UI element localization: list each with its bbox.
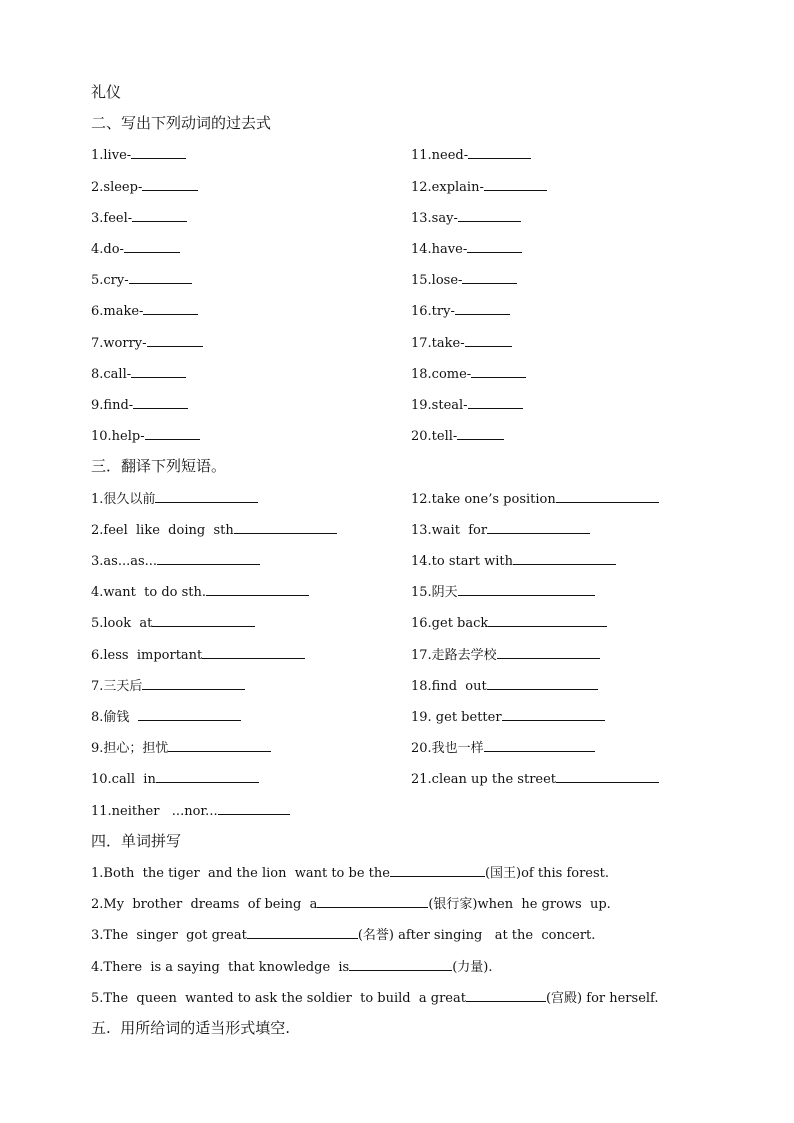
s2-item-3	[91, 208, 187, 228]
answer-blank[interactable]	[484, 738, 595, 752]
s4-item-5-text: 5.The queen wanted to ask the soldier to build a great	[91, 991, 466, 1006]
answer-blank[interactable]	[143, 301, 198, 315]
s3-item-6	[91, 645, 305, 665]
s3-item-1	[91, 489, 258, 509]
s2-item-18-label: 18.come-	[411, 367, 472, 382]
s4-item-5-tail: for herself.	[582, 991, 659, 1006]
s3-item-11	[91, 801, 290, 821]
answer-blank[interactable]	[156, 769, 259, 783]
s3-item-13	[411, 520, 590, 540]
s3-item-5-label: 5.look at	[91, 616, 153, 631]
s4-item-3-text: 3.The singer got great	[91, 928, 247, 943]
answer-blank[interactable]	[502, 707, 605, 721]
s3-item-1-label: 1.很久以前	[91, 492, 156, 507]
answer-blank[interactable]	[124, 239, 180, 253]
answer-blank[interactable]	[467, 239, 522, 253]
s3-item-20-label: 20.我也一样	[411, 741, 484, 756]
s3-item-17	[411, 645, 600, 665]
s3-item-10	[91, 769, 259, 789]
s3-item-21	[411, 769, 659, 789]
s3-item-5	[91, 613, 255, 633]
s3-item-11-label: 11.neither ...nor...	[91, 804, 218, 819]
s4-item-2-tail: when he grows up.	[477, 897, 611, 912]
s3-item-16	[411, 613, 607, 633]
s4-item-3-tail: after singing at the concert.	[393, 928, 596, 943]
answer-blank[interactable]	[138, 707, 241, 721]
s4-item-4-text: 4.There is a saying that knowledge is	[91, 960, 350, 975]
s3-item-8-label: 8.偷钱	[91, 710, 138, 725]
s3-item-2	[91, 520, 337, 540]
answer-blank[interactable]	[152, 613, 255, 627]
s3-item-19-label: 19. get better	[411, 710, 502, 725]
s2-item-20-label: 20.tell-	[411, 429, 458, 444]
s2-item-9	[91, 395, 188, 415]
answer-blank[interactable]	[142, 177, 198, 191]
answer-blank[interactable]	[142, 676, 245, 690]
answer-blank[interactable]	[468, 145, 531, 159]
s3-item-3	[91, 551, 260, 571]
answer-blank[interactable]	[488, 613, 607, 627]
s2-item-11-label: 11.need-	[411, 148, 469, 163]
s2-item-17-label: 17.take-	[411, 336, 465, 351]
answer-blank[interactable]	[247, 925, 358, 939]
s2-item-8	[91, 364, 186, 384]
answer-blank[interactable]	[145, 426, 200, 440]
answer-blank[interactable]	[131, 145, 186, 159]
s3-item-6-label: 6.less important	[91, 648, 203, 663]
s2-item-11	[411, 145, 531, 165]
s2-item-4	[91, 239, 180, 259]
answer-blank[interactable]	[131, 364, 186, 378]
s2-item-17	[411, 333, 512, 353]
answer-blank[interactable]	[455, 301, 510, 315]
s2-item-10	[91, 426, 200, 446]
s2-item-19	[411, 395, 523, 415]
s2-item-13	[411, 208, 521, 228]
s2-item-19-label: 19.steal-	[411, 398, 468, 413]
answer-blank[interactable]	[497, 645, 600, 659]
s3-item-15-label: 15.阴天	[411, 585, 458, 600]
s2-item-6	[91, 301, 198, 321]
answer-blank[interactable]	[147, 333, 203, 347]
answer-blank[interactable]	[202, 645, 305, 659]
answer-blank[interactable]	[168, 738, 271, 752]
s3-item-18-label: 18.find out	[411, 679, 487, 694]
s2-item-16-label: 16.try-	[411, 304, 455, 319]
answer-blank[interactable]	[349, 957, 452, 971]
s2-item-12	[411, 177, 547, 197]
answer-blank[interactable]	[487, 676, 598, 690]
section-4-heading: 四．单词拼写	[91, 832, 182, 850]
s2-item-15-label: 15.lose-	[411, 273, 463, 288]
answer-blank[interactable]	[317, 894, 428, 908]
s3-item-9	[91, 738, 271, 758]
s2-item-14	[411, 239, 522, 259]
s2-item-7	[91, 333, 203, 353]
s4-item-1	[91, 863, 609, 883]
s4-item-3-hint: (名誉)	[357, 928, 394, 943]
s2-item-18	[411, 364, 526, 384]
s4-item-1-text: 1.Both the tiger and the lion want to be the	[91, 866, 390, 881]
s2-item-10-label: 10.help-	[91, 429, 145, 444]
answer-blank[interactable]	[466, 988, 546, 1002]
answer-blank[interactable]	[556, 769, 659, 783]
s2-item-14-label: 14.have-	[411, 242, 468, 257]
s3-item-3-label: 3.as...as...	[91, 554, 158, 569]
answer-blank[interactable]	[206, 582, 309, 596]
section-3-heading: 三．翻译下列短语。	[91, 457, 227, 475]
section-2-heading: 二、写出下列动词的过去式	[91, 114, 272, 132]
answer-blank[interactable]	[487, 520, 590, 534]
s3-item-21-label: 21.clean up the street	[411, 772, 557, 787]
s2-item-1	[91, 145, 186, 165]
answer-blank[interactable]	[465, 333, 512, 347]
s3-item-2-label: 2.feel like doing sth	[91, 523, 234, 538]
s2-item-5	[91, 270, 192, 290]
s4-item-2-text: 2.My brother dreams of being a	[91, 897, 318, 912]
answer-blank[interactable]	[133, 395, 188, 409]
s3-item-4-label: 4.want to do sth.	[91, 585, 207, 600]
s2-item-16	[411, 301, 510, 321]
s4-item-4-hint: (力量)	[452, 960, 489, 975]
s3-item-13-label: 13.wait for	[411, 523, 488, 538]
s3-item-10-label: 10.call in	[91, 772, 156, 787]
s3-item-7	[91, 676, 245, 696]
s2-item-4-label: 4.do-	[91, 242, 124, 257]
s4-item-5-hint: (宫殿)	[545, 991, 583, 1006]
answer-blank[interactable]	[513, 551, 616, 565]
s4-item-1-hint: (国王)	[484, 866, 522, 881]
answer-blank[interactable]	[484, 177, 547, 191]
s2-item-9-label: 9.find-	[91, 398, 134, 413]
s2-item-1-label: 1.live-	[91, 148, 132, 163]
answer-blank[interactable]	[157, 551, 260, 565]
s3-item-16-label: 16.get back	[411, 616, 489, 631]
s4-item-5	[91, 988, 659, 1008]
s4-item-2	[91, 894, 611, 914]
answer-blank[interactable]	[462, 270, 517, 284]
answer-blank[interactable]	[234, 520, 337, 534]
s2-item-15	[411, 270, 517, 290]
page-title: 礼仪	[91, 83, 122, 101]
answer-blank[interactable]	[556, 489, 659, 503]
s3-item-4	[91, 582, 309, 602]
s4-item-4-tail: .	[488, 960, 493, 975]
s3-item-14	[411, 551, 616, 571]
answer-blank[interactable]	[155, 489, 258, 503]
answer-blank[interactable]	[468, 395, 523, 409]
s3-item-14-label: 14.to start with	[411, 554, 513, 569]
s2-item-6-label: 6.make-	[91, 304, 144, 319]
answer-blank[interactable]	[129, 270, 192, 284]
s2-item-12-label: 12.explain-	[411, 180, 484, 195]
section-5-heading: 五. 用所给词的适当形式填空.	[91, 1019, 291, 1037]
answer-blank[interactable]	[218, 801, 290, 815]
s4-item-2-hint: (银行家)	[428, 897, 478, 912]
answer-blank[interactable]	[458, 582, 595, 596]
s3-item-7-label: 7.三天后	[91, 679, 143, 694]
s2-item-2	[91, 177, 198, 197]
answer-blank[interactable]	[458, 208, 521, 222]
s3-item-8	[91, 707, 241, 727]
s2-item-3-label: 3.feel-	[91, 211, 133, 226]
s3-item-12	[411, 489, 659, 509]
s2-item-13-label: 13.say-	[411, 211, 458, 226]
answer-blank[interactable]	[471, 364, 526, 378]
s2-item-20	[411, 426, 504, 446]
s3-item-20	[411, 738, 595, 758]
answer-blank[interactable]	[457, 426, 504, 440]
answer-blank[interactable]	[132, 208, 187, 222]
s3-item-9-label: 9.担心；担忧	[91, 741, 169, 756]
s4-item-3	[91, 925, 595, 945]
s3-item-18	[411, 676, 598, 696]
s2-item-8-label: 8.call-	[91, 367, 132, 382]
s4-item-1-tail: of this forest.	[521, 866, 610, 881]
s4-item-4	[91, 957, 493, 977]
s2-item-7-label: 7.worry-	[91, 336, 147, 351]
s2-item-5-label: 5.cry-	[91, 273, 129, 288]
answer-blank[interactable]	[390, 863, 485, 877]
s3-item-15	[411, 582, 595, 602]
s3-item-12-label: 12.take one’s position	[411, 492, 556, 507]
s3-item-17-label: 17.走路去学校	[411, 648, 497, 663]
s2-item-2-label: 2.sleep-	[91, 180, 143, 195]
s3-item-19	[411, 707, 605, 727]
